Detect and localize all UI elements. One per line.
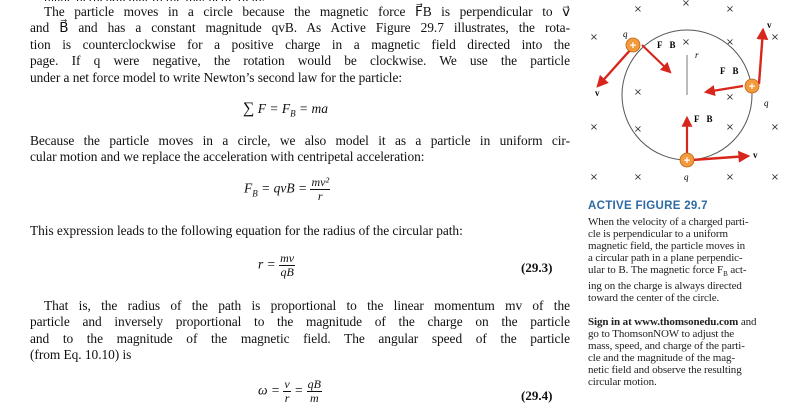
- caption-signin: Sign in at www.thomsonedu.com and go to ThomsonNOW to adjust the mass, speed, and charge of the parti- cle and the magnitude of the mag- netic field and observe the resulting circular motion.: [588, 316, 757, 388]
- paragraph-2: [30, 133, 570, 166]
- field-cross-7: ×: [725, 37, 735, 48]
- field-cross-11: ×: [589, 172, 599, 183]
- field-cross-10: ×: [725, 122, 735, 133]
- thomsonedu-link[interactable]: Sign in at www.thomsonedu.com: [588, 316, 739, 328]
- label-fb-bottom: F⃗B: [694, 114, 713, 124]
- field-cross-2: ×: [681, 0, 691, 9]
- equation-number-29-3: (29.3): [521, 260, 553, 275]
- field-cross-4: ×: [770, 32, 780, 43]
- paragraph-4: [30, 298, 570, 364]
- label-q-topleft: q: [623, 29, 628, 39]
- equation-centripetal: $F_B$ = qvB = $\frac{\text{mv²}}{r}$: [244, 175, 330, 203]
- svg-text:+: +: [683, 155, 691, 167]
- label-fb-right: F⃗B: [720, 66, 739, 76]
- p3-line-1: This expression leads to the following equation for the radius of the circular path:: [30, 223, 463, 238]
- p1-line-1: The particle moves in a circle because the magnetic force F⃗B is perpendicular to v⃗: [44, 4, 570, 19]
- velocity-arrow-right: [759, 30, 763, 84]
- p2-line-1: Because the particle moves in a circle, we also model it as a particle in uniform cir-: [30, 133, 570, 148]
- p4-line-4: (from Eq. 10.10) is: [30, 347, 132, 363]
- p4-line-2: particle and inversely proportional to the magnitude of the charge on the particle: [30, 314, 570, 330]
- p1-line-3: tion is counterclockwise for a positive charge in a magnetic field directed into the: [30, 36, 570, 52]
- fraction-mv2-r: $\frac{\text{mv²}}{r}$: [311, 175, 330, 203]
- velocity-arrow-topleft: [598, 48, 632, 86]
- field-cross-6: ×: [633, 87, 643, 98]
- p4-line-1: That is, the radius of the path is proportional to the linear momentum mv of the: [44, 298, 570, 313]
- svg-text:+: +: [748, 81, 756, 93]
- svg-text:+: +: [629, 40, 637, 52]
- label-q-right: q: [764, 98, 769, 108]
- equation-number-29-4: (29.4): [521, 388, 553, 403]
- p2-line-2: cular motion and we replace the acceleration with centripetal acceleration:: [30, 149, 425, 165]
- cut-off-line: [30, 0, 570, 1]
- field-cross-1: ×: [633, 4, 643, 15]
- field-cross-13: ×: [725, 172, 735, 183]
- fraction-mv-qB: $\frac{mv}{qB}$: [280, 251, 295, 279]
- label-r: r: [695, 50, 699, 60]
- label-v-right: v⃗: [767, 20, 779, 30]
- field-cross-12: ×: [633, 172, 643, 183]
- field-cross-14: ×: [770, 172, 780, 183]
- p1-line-5: under a net force model to write Newton’s second law for the particle:: [30, 69, 403, 85]
- field-cross-3: ×: [725, 4, 735, 15]
- p4-line-3: and to the magnitude of the magnetic field. The angular speed of the particle: [30, 330, 570, 346]
- fraction-v-r: $\frac{v}{r}$: [284, 377, 290, 405]
- label-q-bottom: q: [684, 172, 689, 182]
- field-cross-15: ×: [681, 37, 691, 48]
- caption-title: ACTIVE FIGURE 29.7: [588, 200, 708, 212]
- sigma-symbol: ∑: [243, 100, 255, 117]
- equation-omega: ω = $\frac{v}{r}$ = $\frac{qB}{m}$: [258, 377, 321, 405]
- label-v-topleft: v⃗: [595, 88, 607, 98]
- field-cross-8: ×: [770, 122, 780, 133]
- field-cross-5: ×: [589, 122, 599, 133]
- magnetic-field-figure: [580, 0, 805, 200]
- p1-line-4: page. If q were negative, the rotation would be clockwise. We use the particle: [30, 53, 570, 69]
- field-cross-0: ×: [589, 32, 599, 43]
- label-v-bottom: v⃗: [753, 150, 765, 160]
- paragraph-3: [30, 223, 570, 239]
- field-cross-16: ×: [725, 92, 735, 103]
- label-fb-topleft: F⃗B: [657, 40, 676, 50]
- velocity-arrow-bottom: [692, 156, 748, 160]
- fraction-qB-m: $\frac{qB}{m}$: [307, 377, 321, 405]
- paragraph-1: [30, 4, 570, 86]
- p1-line-2: and B⃗ and has a constant magnitude qvB. As Active Figure 29.7 illustrates, the rota-: [30, 20, 570, 36]
- force-arrow-right: [706, 86, 743, 92]
- equation-radius: r = $\frac{mv}{qB}$: [258, 251, 295, 279]
- equation-newton: ∑ $F = F_B$ = ma: [243, 100, 328, 119]
- caption-body: When the velocity of a charged parti- cle is perpendicular to a uniform magnetic field, the particle moves in a circular path in a plane perpendic- ular to B. The magnetic force $F_B$ act- ing on the charge is always directed toward the center of the circle.: [588, 216, 749, 304]
- field-cross-9: ×: [633, 124, 643, 135]
